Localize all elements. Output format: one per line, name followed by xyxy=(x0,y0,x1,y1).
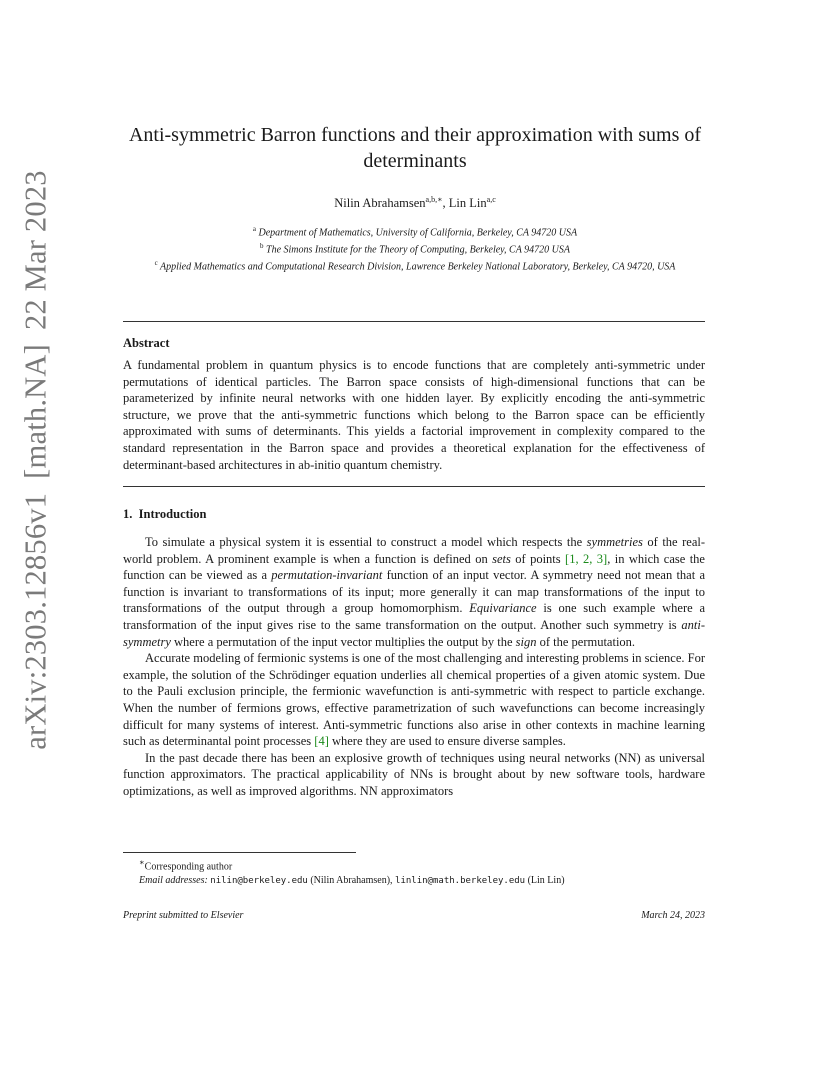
email-address[interactable]: linlin@math.berkeley.edu xyxy=(395,876,526,887)
text-run: of the real-world problem. A prominent example is when a function is defined on xyxy=(123,535,706,566)
divider xyxy=(123,486,705,487)
emphasis: sets xyxy=(492,551,511,566)
affiliation xyxy=(120,257,710,274)
paragraph xyxy=(123,534,705,650)
affiliation-text: Department of Mathematics, University of California, Berkeley, CA 94720 USA xyxy=(258,227,578,239)
footnote-marker: ∗ xyxy=(139,858,145,867)
emphasis: symmetries xyxy=(586,535,643,549)
paragraph xyxy=(123,750,705,800)
citation-link[interactable]: [1, 2, 3] xyxy=(565,551,608,566)
affiliation-text: Applied Mathematics and Computational Research Division, Lawrence Berkeley National Laboratory, Berkeley, CA 94720, USA xyxy=(160,260,676,272)
affiliation-text: The Simons Institute for the Theory of Computing, Berkeley, CA 94720 USA xyxy=(266,244,570,256)
emphasis: permutation-invariant xyxy=(271,568,383,583)
text-run: Accurate modeling of fermionic systems is one of the most challenging and interesting problems in science. For example, the solution of the Schrödinger equation underlies all chemical properties of a given atomic system. Due to the Pauli exclusion principle, the fermionic wavefunction is anti-symmetric with respect to particle exchange. When the number of fermions grows, effective parametrization of such wavefunctions can become increasingly difficult for many systems of interest. Anti-symmetric functions also arise in other contexts in machine learning such as determinantal point processes xyxy=(123,651,705,749)
citation-link[interactable]: [4] xyxy=(314,734,329,749)
divider xyxy=(123,321,705,322)
email-owner: (Lin Lin) xyxy=(525,875,565,887)
text-run: , in which case the function can be viewed as a xyxy=(123,551,705,583)
paragraph xyxy=(123,650,705,750)
arxiv-sidebar xyxy=(14,170,58,750)
email-note xyxy=(123,874,705,888)
arxiv-stamp xyxy=(19,170,54,749)
text-run: of points xyxy=(510,551,566,566)
author-name: Lin Lin xyxy=(448,196,487,211)
email-label: Email addresses: xyxy=(139,875,208,887)
footnotes xyxy=(123,856,705,888)
section-number: 1. xyxy=(123,507,133,521)
page-footer xyxy=(123,910,705,921)
affiliation-list xyxy=(120,223,710,273)
footnote-text: Corresponding author xyxy=(144,861,233,873)
author-name: Nilin Abrahamsen xyxy=(334,196,426,211)
text-run: where a permutation of the input vector multiplies the output by the xyxy=(170,634,516,649)
author-list xyxy=(120,195,710,211)
affiliation xyxy=(120,223,710,240)
affiliation xyxy=(120,240,710,257)
affiliation-marker: a xyxy=(252,225,256,233)
author-affiliation-marker[interactable]: a,c xyxy=(486,195,496,204)
paper-title xyxy=(120,122,710,174)
text-run: where they are used to ensure diverse samples. xyxy=(328,734,566,749)
arxiv-category: [math.NA] xyxy=(18,344,53,479)
footer-date: March 24, 2023 xyxy=(641,910,705,921)
footnote-divider xyxy=(123,852,356,853)
arxiv-date: 22 Mar 2023 xyxy=(18,170,53,331)
section-heading xyxy=(123,507,206,522)
emphasis: sign xyxy=(515,634,537,649)
author-affiliation-marker[interactable]: a,b,∗ xyxy=(425,195,443,204)
email-owner: (Nilin Abrahamsen), xyxy=(307,875,396,887)
emphasis: anti-symmetry xyxy=(123,617,705,649)
text-run: function of an input vector. A symmetry need not mean that a function is invariant to transformations of its input; more generally it can map transformations of the input to transformations of the output through a group homomorphism. xyxy=(123,568,705,616)
emphasis: Equivariance xyxy=(469,601,537,616)
section-title: Introduction xyxy=(138,507,207,521)
affiliation-marker: c xyxy=(154,258,158,267)
text-run: In the past decade there has been an explosive growth of techniques using neural networks (NN) as universal function approximators. The practical applicability of NNs is brought about by new software tools, hardware optimizations, as well as improved algorithms. NN approximators xyxy=(123,750,705,798)
affiliation-marker: b xyxy=(260,241,264,250)
abstract-heading: Abstract xyxy=(123,336,170,350)
email-address[interactable]: nilin@berkeley.edu xyxy=(210,876,308,887)
footer-left: Preprint submitted to Elsevier xyxy=(123,910,244,921)
text-run: of the permutation. xyxy=(536,634,636,649)
text-run: To simulate a physical system it is essential to construct a model which respects the xyxy=(145,535,587,549)
text-run: is one such example where a transformation of the input gives rise to the same transformation on the output. Another such symmetry is xyxy=(123,601,705,632)
introduction-body xyxy=(123,534,705,800)
title-line-1: Anti-symmetric Barron functions and their approximation with sums of xyxy=(128,124,702,146)
corresponding-author-note xyxy=(123,856,705,874)
title-line-2: determinants xyxy=(363,150,467,172)
abstract-body: A fundamental problem in quantum physics is to encode functions that are completely anti-symmetric under permutations of identical particles. The Barron space consists of high-dimensional functions that can be parameterized by infinite neural networks with one hidden layer. By explicitly encoding the anti-symmetric structure, we prove that the anti-symmetric functions which belong to the Barron space can be efficiently approximated with sums of determinants. This yields a factorial improvement in complexity compared to the standard representation in the Barron space and provides a theoretical explanation for the effectiveness of determinant-based architectures in ab-initio quantum chemistry. xyxy=(123,358,705,472)
arxiv-id[interactable]: arXiv:2303.12856v1 xyxy=(18,492,53,750)
author-separator: , xyxy=(442,196,449,211)
